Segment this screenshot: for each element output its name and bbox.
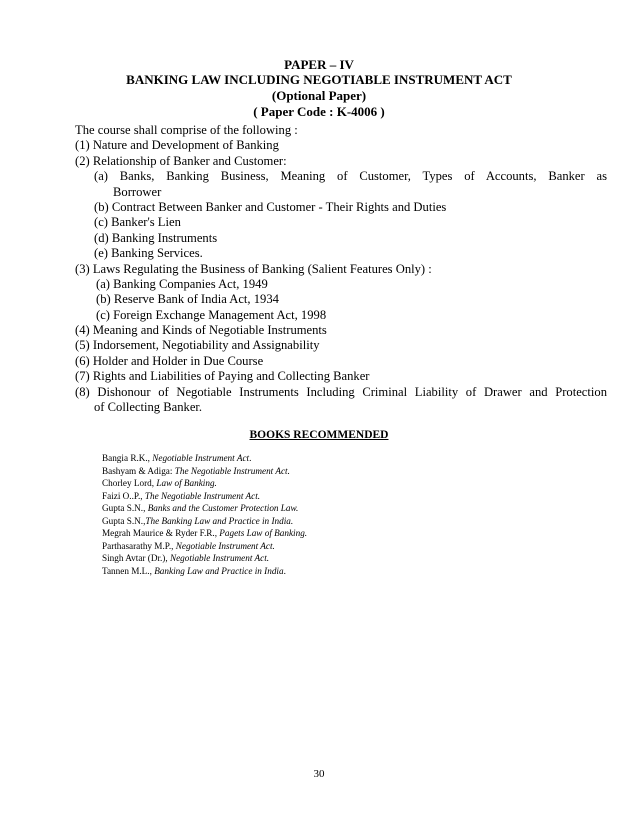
book-title: The Negotiable Instrument Act. [144, 490, 261, 501]
book-author: Parthasarathy M.P., [102, 540, 176, 551]
item-3a: (a) Banking Companies Act, 1949 [96, 276, 268, 291]
book-title: Negotiable Instrument Act. [175, 540, 275, 551]
book-end: . [283, 565, 286, 576]
item-8-line2: of Collecting Banker. [94, 400, 203, 415]
item-2d: (d) Banking Instruments [94, 230, 218, 245]
book-author: Bashyam & Adiga: [102, 465, 175, 476]
book-author: Gupta S.N., [102, 503, 148, 513]
book-end: . [249, 453, 252, 463]
item-5: (5) Indorsement, Negotiability and Assignability [75, 338, 320, 353]
item-2a-line2: Borrower [113, 184, 162, 199]
book-entry [102, 465, 307, 478]
books-recommended-heading: BOOKS RECOMMENDED [249, 429, 389, 441]
item-2: (2) Relationship of Banker and Customer: [75, 153, 287, 168]
paper-number-heading: PAPER – IV [284, 57, 354, 72]
course-content [75, 123, 607, 415]
item-2e: (e) Banking Services. [94, 246, 203, 261]
book-entry [102, 540, 307, 553]
book-entry [102, 452, 307, 465]
book-entry [102, 552, 307, 565]
book-title: Banks and the Customer Protection Law. [147, 503, 299, 513]
book-entry [102, 477, 307, 490]
item-3: (3) Laws Regulating the Business of Banking (Salient Features Only) : [75, 261, 432, 276]
book-title: Law of Banking. [156, 478, 217, 488]
book-entry [102, 515, 307, 528]
book-title: Negotiable Instrument Act [152, 453, 250, 463]
item-7: (7) Rights and Liabilities of Paying and Collecting Banker [75, 369, 370, 384]
page-number: 30 [313, 768, 325, 780]
book-author: Faizi O..P., [102, 490, 145, 501]
book-title: Pagets Law of Banking. [219, 528, 308, 538]
book-title: Negotiable Instrument Act. [169, 553, 270, 563]
item-3c: (c) Foreign Exchange Management Act, 1998 [96, 307, 327, 322]
item-2b: (b) Contract Between Banker and Customer - Their Rights and Duties [94, 199, 447, 214]
book-author: Gupta S.N., [102, 515, 146, 526]
item-3b: (b) Reserve Bank of India Act, 1934 [96, 292, 279, 307]
item-1: (1) Nature and Development of Banking [75, 138, 279, 153]
item-2c: (c) Banker's Lien [94, 215, 181, 230]
book-entry [102, 490, 307, 503]
book-author: Chorley Lord, [102, 478, 157, 488]
paper-code-heading: ( Paper Code : K-4006 ) [253, 104, 385, 119]
paper-title-heading: BANKING LAW INCLUDING NEGOTIABLE INSTRUMENT ACT [126, 72, 512, 87]
book-author: Bangia R.K., [102, 453, 153, 463]
intro-line: The course shall comprise of the following : [75, 123, 298, 137]
book-entry [102, 565, 307, 578]
book-title: Banking Law and Practice in India [154, 565, 284, 576]
book-author: Tannen M.L., [102, 565, 155, 576]
item-6: (6) Holder and Holder in Due Course [75, 353, 264, 368]
item-4: (4) Meaning and Kinds of Negotiable Instruments [75, 323, 327, 338]
optional-paper-heading: (Optional Paper) [271, 88, 367, 103]
item-2a-line1: (a) Banks, Banking Business, Meaning of Customer, Types of Accounts, Banker as [94, 169, 607, 184]
book-title: The Banking Law and Practice in India. [145, 515, 294, 526]
book-author: Singh Avtar (Dr.), [102, 553, 170, 563]
book-author: Megrah Maurice & Ryder F.R., [102, 528, 220, 538]
book-title: The Negotiable Instrument Act. [174, 465, 290, 476]
book-entry [102, 527, 307, 540]
item-8-line1: (8) Dishonour of Negotiable Instruments Including Criminal Liability of Drawer and Protection [75, 384, 607, 399]
books-list [102, 452, 307, 577]
book-entry [102, 502, 307, 515]
